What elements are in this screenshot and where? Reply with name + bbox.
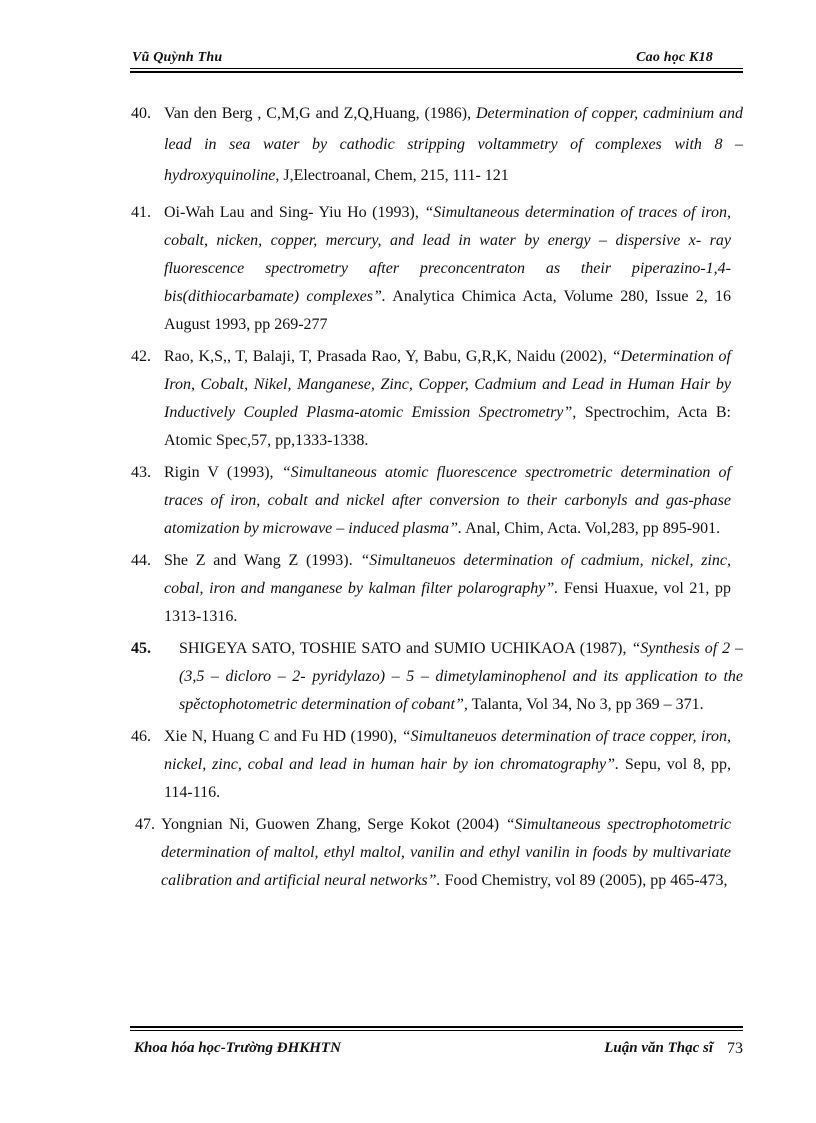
reference-item-42 — [131, 343, 743, 455]
reference-item-46 — [131, 723, 743, 807]
reference-title: “Determination of Iron, Cobalt, Nikel, Manganese, Zinc, Copper, Cadmium and Lead in Human Hair by Inductively Coupled Plasma-atomic Emission Spectrometry”, — [164, 348, 731, 421]
reference-authors: SHIGEYA SATO, TOSHIE SATO and SUMIO UCHIKAOA (1987), — [179, 640, 632, 657]
header-rule — [130, 68, 743, 69]
footer-faculty: Khoa hóa học-Trường ĐHKHTN — [134, 1040, 341, 1056]
reference-item-45 — [131, 635, 743, 719]
reference-item-41 — [131, 199, 743, 339]
reference-text — [161, 811, 731, 895]
reference-authors: Xie N, Huang C and Fu HD (1990), — [164, 728, 402, 745]
reference-number: 40. — [131, 105, 151, 122]
reference-authors: Rao, K,S,, T, Balaji, T, Prasada Rao, Y, Babu, G,R,K, Naidu (2002), — [164, 348, 612, 365]
reference-source: Spectrochim, Acta B: Atomic Spec,57, pp,1333-1338. — [164, 404, 731, 449]
reference-title: “Synthesis of 2 – (3,5 – dicloro – 2- pyridylazo) – 5 – dimetylaminophenol and its application to the spěctophotometric determination of cobant”, — [179, 640, 744, 713]
reference-number: 41. — [131, 204, 151, 221]
reference-text — [164, 343, 731, 455]
reference-list — [131, 98, 743, 899]
reference-text — [164, 199, 731, 339]
reference-number: 42. — [131, 348, 151, 365]
reference-text — [179, 635, 743, 719]
header-rule-thick — [130, 71, 743, 73]
reference-authors: Rigin V (1993), — [164, 464, 282, 481]
footer-rule-thick — [130, 1026, 743, 1028]
reference-title: “Simultaneous spectrophotometric determination of maltol, ethyl maltol, vanilin and ethyl vanilin in foods by multivariate calibration and artificial neural networks”. — [161, 816, 731, 889]
reference-title: “Simultaneuos determination of cadmium, nickel, zinc, cobal, iron and manganese by kalman filter polarography”. — [164, 552, 732, 597]
reference-title: Determination of copper, cadminium and lead in sea water by cathodic stripping voltammetry of complexes with 8 – hydroxyquinoline — [164, 105, 743, 184]
reference-text — [164, 98, 743, 191]
header-program: Cao học K18 — [636, 50, 713, 65]
reference-item-44 — [131, 547, 743, 631]
footer-rule — [130, 1030, 743, 1031]
reference-source: Anal, Chim, Acta. Vol,283, pp 895-901. — [462, 520, 721, 537]
reference-authors: Oi-Wah Lau and Sing- Yiu Ho (1993), — [164, 204, 425, 221]
reference-title: “Simultaneous determination of traces of iron, cobalt, nicken, copper, mercury, and lead in water by energy – dispersive x- ray fluorescence spectrometry after preconcentraton as their piperazino-1,4-bis(dithiocarbamate) complexes”. — [164, 204, 731, 305]
footer-thesis-type: Luận văn Thạc sĩ — [604, 1040, 713, 1056]
reference-text — [164, 547, 731, 631]
page-footer — [130, 1040, 743, 1060]
reference-source: Sepu, vol 8, pp, 114-116. — [164, 756, 731, 801]
reference-authors: Van den Berg , C,M,G and Z,Q,Huang, (1986), — [164, 105, 476, 122]
page-number: 73 — [727, 1040, 743, 1057]
reference-title: “Simultaneous atomic fluorescence spectrometric determination of traces of iron, cobalt and nickel after conversion to their carbonyls and gas-phase atomization by microwave – induced plasma”. — [164, 464, 732, 537]
reference-source: Talanta, Vol 34, No 3, pp 369 – 371. — [467, 696, 704, 713]
reference-text — [164, 459, 731, 543]
reference-authors: Yongnian Ni, Guowen Zhang, Serge Kokot (2004) — [161, 816, 506, 833]
reference-authors: She Z and Wang Z (1993). — [164, 552, 361, 569]
reference-item-47 — [131, 811, 743, 895]
reference-number: 43. — [131, 464, 151, 481]
reference-text — [164, 723, 731, 807]
reference-number: 47. — [135, 816, 155, 833]
page-header — [130, 50, 743, 68]
reference-item-40 — [131, 98, 743, 191]
reference-number: 46. — [131, 728, 151, 745]
reference-number: 44. — [131, 552, 151, 569]
reference-source: Food Chemistry, vol 89 (2005), pp 465-473, — [440, 872, 728, 889]
reference-source: Analytica Chimica Acta, Volume 280, Issue 2, 16 August 1993, pp 269-277 — [164, 288, 732, 333]
reference-number: 45. — [131, 640, 151, 657]
reference-title: “Simultaneuos determination of trace copper, iron, nickel, zinc, cobal and lead in human hair by ion chromatography”. — [164, 728, 732, 773]
reference-source: , J,Electroanal, Chem, 215, 111- 121 — [275, 167, 509, 184]
reference-source: Fensi Huaxue, vol 21, pp 1313-1316. — [164, 580, 731, 625]
reference-item-43 — [131, 459, 743, 543]
header-author: Vũ Quỳnh Thu — [132, 50, 223, 65]
